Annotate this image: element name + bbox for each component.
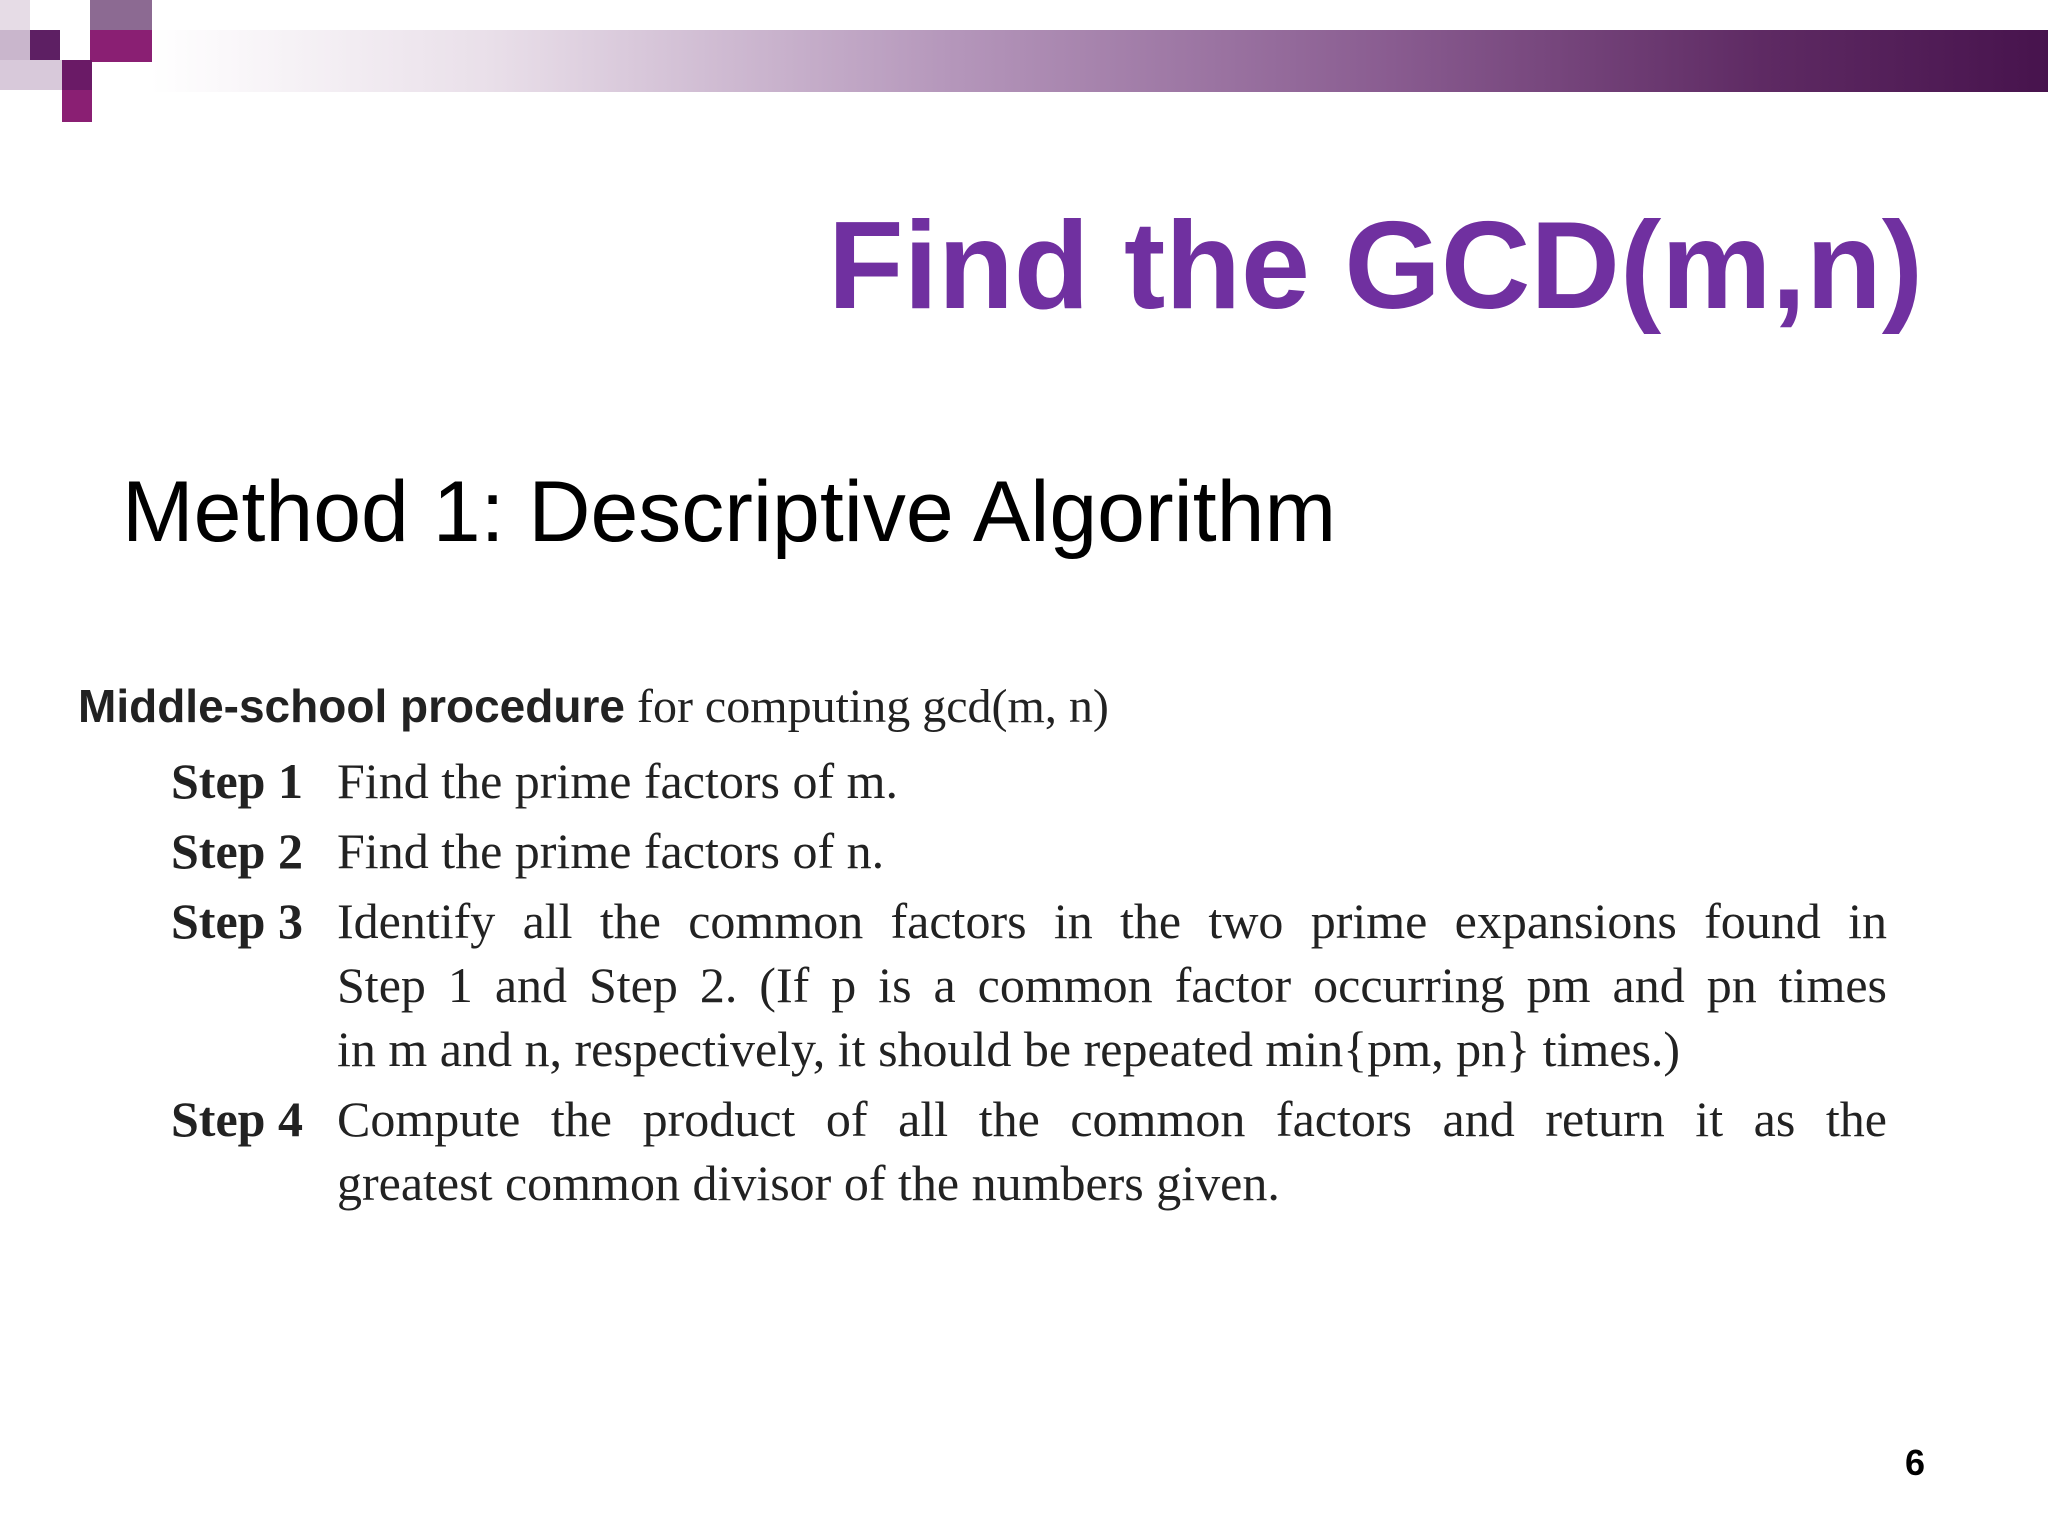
slide-title: Find the GCD(m,n)	[827, 197, 1923, 335]
step-item	[171, 819, 1918, 883]
step-item	[171, 889, 1918, 1081]
step-text	[337, 819, 1887, 883]
logo-square	[62, 90, 92, 122]
header-gradient-bar	[150, 30, 2048, 92]
slide-subtitle: Method 1: Descriptive Algorithm	[122, 464, 1337, 560]
procedure-heading	[78, 670, 1918, 743]
step-item	[171, 749, 1918, 813]
step-line: greatest common divisor of the numbers given.	[337, 1155, 1280, 1211]
step-line: Find the prime factors of m.	[337, 753, 898, 809]
step-text	[337, 1087, 1887, 1215]
steps-list	[78, 749, 1918, 1215]
page-number: 6	[1904, 1442, 1925, 1483]
step-line: Step 1 and Step 2. (If p is a common factor occurring pm and pn times	[337, 957, 1887, 1013]
step-line: Find the prime factors of n.	[337, 823, 885, 879]
step-label: Step 1	[171, 753, 303, 809]
logo-square	[90, 30, 152, 62]
logo-squares	[0, 0, 160, 130]
step-label: Step 2	[171, 823, 303, 879]
logo-square	[90, 0, 152, 30]
procedure-block	[78, 670, 1918, 1215]
step-item	[171, 1087, 1918, 1215]
step-text	[337, 749, 1887, 813]
procedure-heading-lead: Middle-school procedure	[78, 680, 625, 732]
step-line: in m and n, respectively, it should be repeated min{pm, pn} times.)	[337, 1021, 1681, 1077]
logo-square	[0, 60, 62, 90]
logo-square	[0, 30, 30, 60]
step-text	[337, 889, 1887, 1081]
step-label: Step 4	[171, 1091, 303, 1147]
logo-square	[62, 60, 92, 90]
step-label: Step 3	[171, 893, 303, 949]
step-line: Identify all the common factors in the two prime expansions found in	[337, 893, 1887, 949]
step-line: Compute the product of all the common factors and return it as the	[337, 1091, 1887, 1147]
procedure-heading-rest: for computing gcd(m, n)	[624, 680, 1109, 733]
logo-square	[0, 0, 30, 30]
logo-square	[30, 30, 60, 60]
